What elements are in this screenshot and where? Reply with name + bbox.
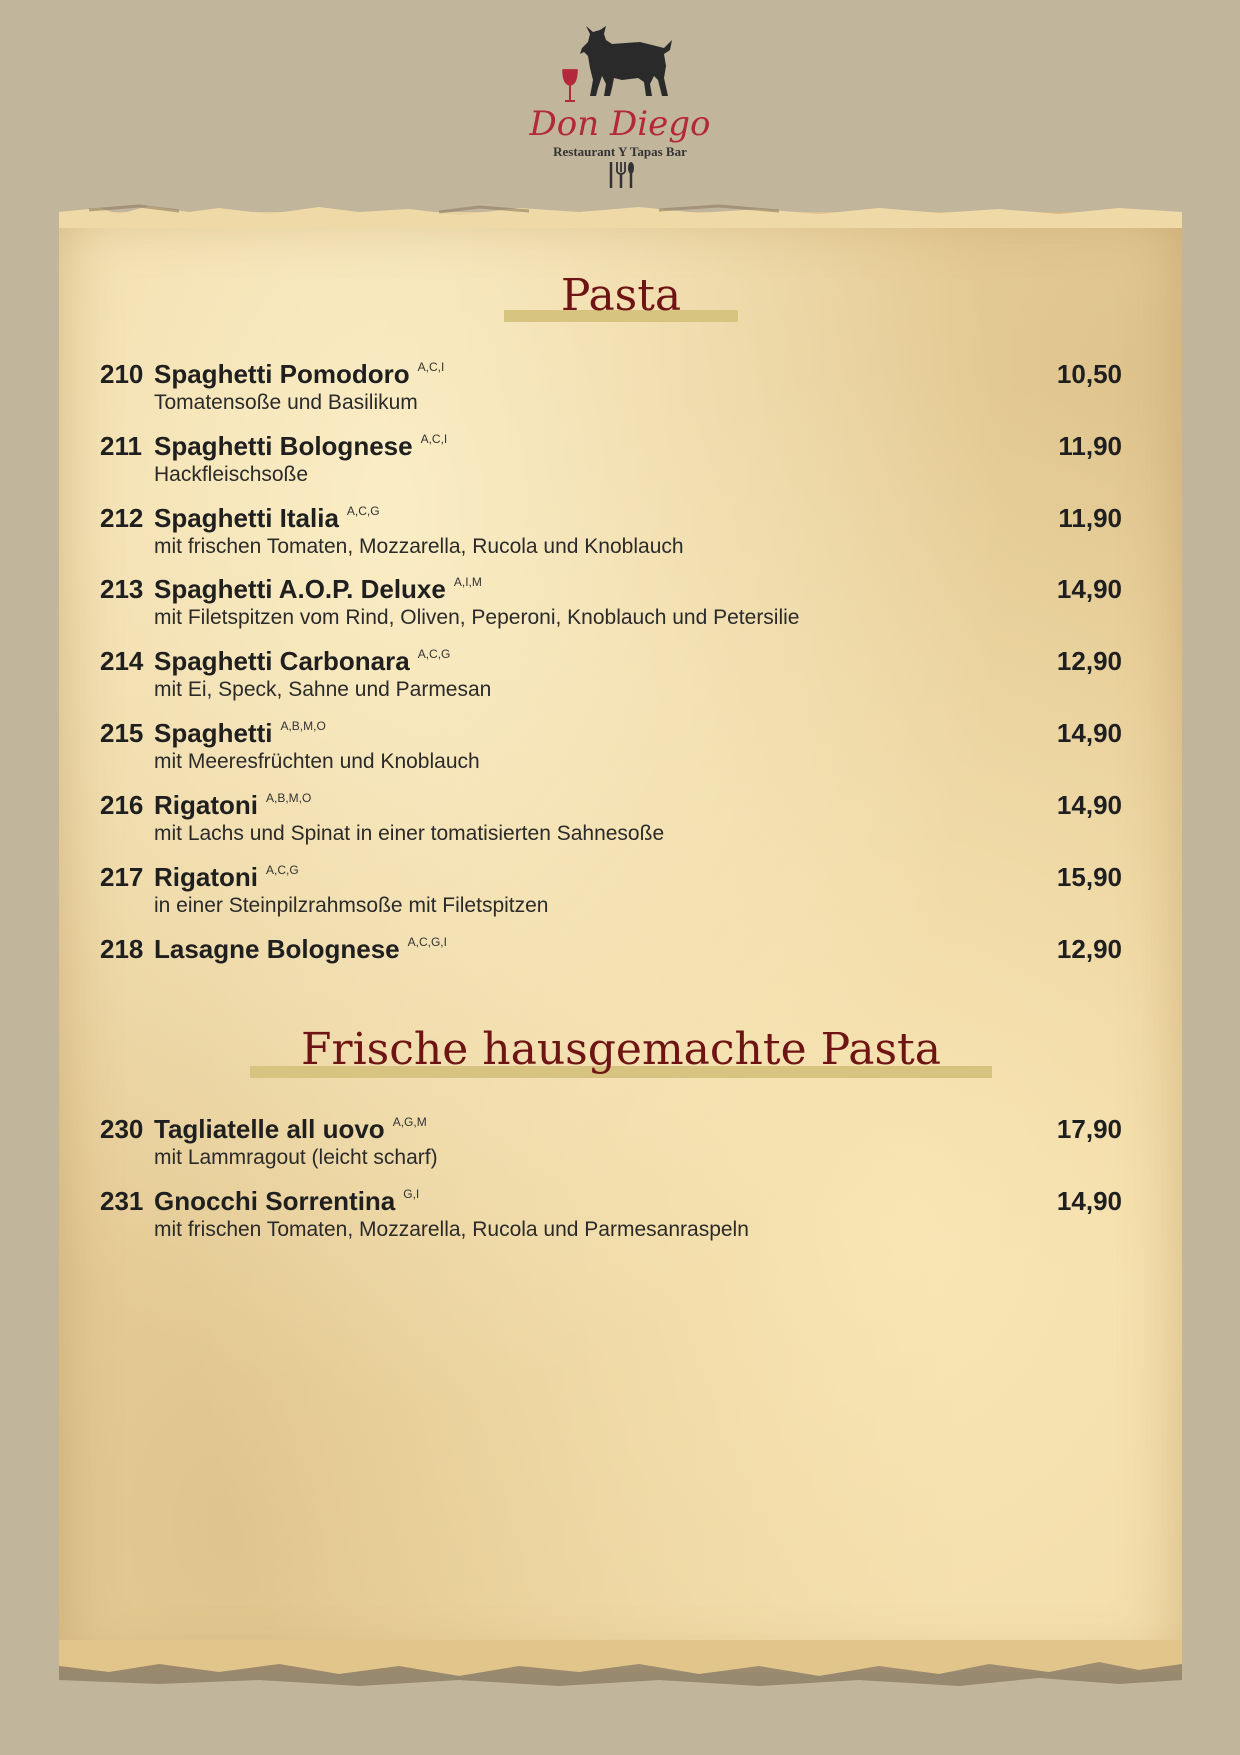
item-allergens: A,G,M [392,1115,427,1129]
section-title-pasta: Pasta [560,270,682,321]
item-description: in einer Steinpilzrahmsoße mit Filetspitzen [154,894,549,917]
item-allergens: A,C,G [266,863,299,877]
item-description: mit Lachs und Spinat in einer tomatisierten Sahnesoße [154,822,665,845]
item-allergens: A,B,M,O [280,719,326,733]
menu-item [100,1114,1122,1172]
item-price: 15,90 [1056,862,1122,892]
menu-item [100,574,1122,632]
item-number: 231 [100,1186,144,1216]
brand-name: Don Diego [529,104,711,144]
item-allergens: G,I [403,1187,420,1201]
item-price: 11,90 [1058,503,1122,533]
item-number: 211 [100,431,142,461]
item-price: 17,90 [1056,1114,1122,1144]
item-price: 14,90 [1056,1186,1122,1216]
item-number: 217 [100,862,144,892]
item-price: 12,90 [1056,646,1122,676]
menu-item [100,862,1122,920]
brand-subtitle: Restaurant Y Tapas Bar [553,144,687,159]
item-description: mit Filetspitzen vom Rind, Oliven, Peperoni, Knoblauch und Petersilie [154,606,800,629]
item-allergens: A,I,M [453,575,482,589]
item-number: 216 [100,790,144,820]
item-description: mit Meeresfrüchten und Knoblauch [154,750,480,773]
item-allergens: A,C,I [420,432,448,446]
torn-edge-bottom [59,1640,1182,1688]
menu-item [100,718,1122,776]
menu-item [100,1186,1122,1244]
item-allergens: A,B,M,O [266,791,312,805]
bull-icon [560,22,680,112]
menu-item [100,646,1122,704]
item-price: 14,90 [1056,790,1122,820]
item-number: 230 [100,1114,144,1144]
item-price: 10,50 [1056,359,1122,389]
item-name: Spaghetti Carbonara [154,646,410,676]
item-number: 213 [100,574,144,604]
menu-item [100,503,1122,561]
item-name: Spaghetti Italia [154,503,339,533]
item-price: 11,90 [1058,431,1122,461]
item-number: 215 [100,718,144,748]
menu-item [100,790,1122,848]
item-name: Rigatoni [154,862,258,892]
wine-glass-icon [563,70,577,101]
item-description: mit frischen Tomaten, Mozzarella, Rucola und Knoblauch [154,535,684,558]
item-description: Tomatensoße und Basilikum [154,391,418,414]
item-description: mit Ei, Speck, Sahne und Parmesan [154,678,492,701]
item-name: Spaghetti A.O.P. Deluxe [154,574,446,604]
torn-edge-top [59,198,1182,228]
menu-item [100,359,1122,417]
item-name: Spaghetti [154,718,273,748]
menu-item [100,431,1122,489]
item-name: Spaghetti Pomodoro [154,359,410,389]
item-description: mit frischen Tomaten, Mozzarella, Rucola und Parmesanraspeln [154,1218,749,1241]
item-price: 12,90 [1056,934,1122,964]
item-number: 212 [100,503,144,533]
item-price: 14,90 [1056,574,1122,604]
item-allergens: A,C,G,I [407,935,447,949]
item-name: Tagliatelle all uovo [154,1114,385,1144]
item-name: Rigatoni [154,790,258,820]
item-number: 218 [100,934,144,964]
item-description: Hackfleischsoße [154,463,309,486]
item-name: Spaghetti Bolognese [154,431,413,461]
cutlery-icon [605,160,635,190]
item-allergens: A,C,I [417,360,445,374]
item-name: Gnocchi Sorrentina [154,1186,396,1216]
item-price: 14,90 [1056,718,1122,748]
item-allergens: A,C,G [417,647,451,661]
item-number: 210 [100,359,144,389]
item-allergens: A,C,G [346,504,380,518]
menu-item [100,934,1122,964]
item-description: mit Lammragout (leicht scharf) [154,1146,438,1169]
item-number: 214 [100,646,144,676]
section-title-fresh-pasta: Frische hausgemachte Pasta [301,1024,941,1075]
restaurant-logo [520,22,720,204]
item-name: Lasagne Bolognese [154,934,400,964]
